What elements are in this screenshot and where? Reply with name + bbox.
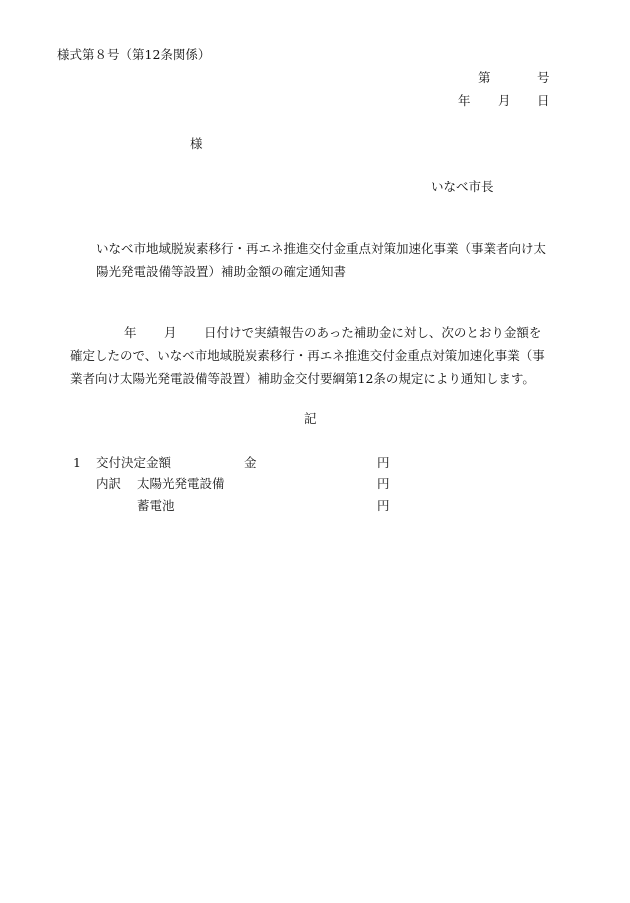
item-yen-solar: 円 (377, 476, 390, 491)
notice-title-line-2: 陽光発電設備等設置）補助金額の確定通知書 (96, 264, 347, 279)
form-number-label: 様式第８号（第12条関係） (57, 47, 211, 62)
item-number: 1 (73, 455, 81, 470)
body-year: 年 (124, 325, 137, 340)
item-kin: 金 (244, 455, 257, 470)
breakdown-solar: 太陽光発電設備 (137, 476, 225, 491)
item-label-grant-amount: 交付決定金額 (96, 455, 172, 470)
breakdown-battery: 蓄電池 (137, 498, 175, 513)
doc-number-suffix: 号 (537, 70, 550, 85)
notice-title-line-1: いなべ市地域脱炭素移行・再エネ推進交付金重点対策加速化事業（事業者向け太 (96, 241, 547, 256)
item-yen-total: 円 (377, 455, 390, 470)
date-year: 年 (458, 93, 471, 108)
date-month: 月 (498, 93, 511, 108)
ki-heading: 記 (304, 411, 317, 426)
body-month: 月 (164, 325, 177, 340)
body-line-3: 業者向け太陽光発電設備等設置）補助金交付要綱第12条の規定により通知します。 (70, 371, 535, 386)
addressee-honorific: 様 (190, 136, 203, 151)
body-line-2: 確定したので、いなべ市地域脱炭素移行・再エネ推進交付金重点対策加速化事業（事 (70, 348, 545, 363)
sender-name: いなべ市長 (431, 179, 494, 194)
doc-number-prefix: 第 (478, 70, 491, 85)
body-line-1: 日付けで実績報告のあった補助金に対し、次のとおり金額を (204, 325, 542, 340)
item-yen-battery: 円 (377, 498, 390, 513)
breakdown-label: 内訳 (96, 476, 122, 491)
date-day: 日 (537, 93, 550, 108)
